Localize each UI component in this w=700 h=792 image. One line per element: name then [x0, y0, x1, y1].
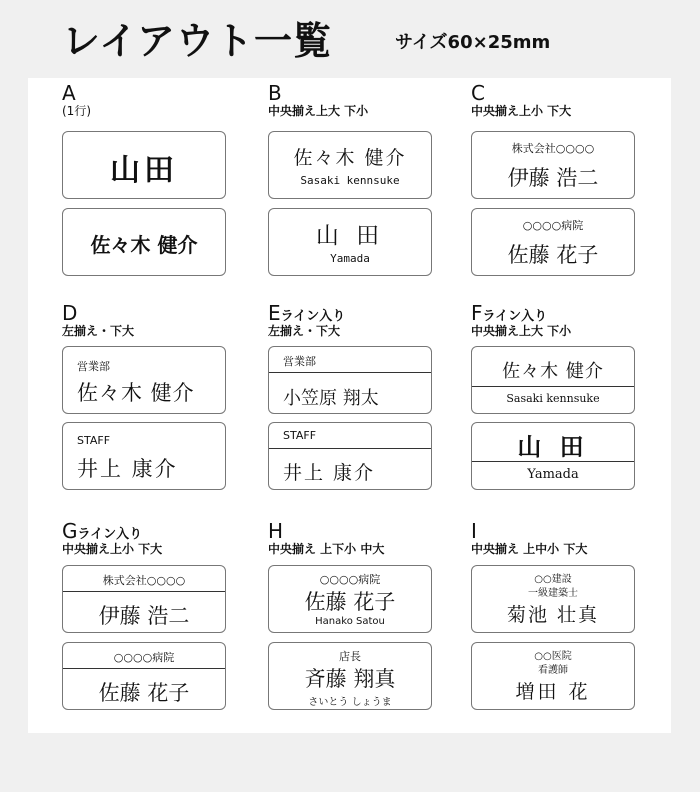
layout-g-plate-2[interactable]: [62, 642, 226, 710]
plate-divider-line: [472, 461, 634, 462]
plate-top-text: STAFF: [283, 429, 317, 442]
plate-top-text: 営業部: [77, 360, 110, 373]
plate-main-text: 佐々木 健介: [293, 147, 407, 169]
layout-g-header: [62, 520, 162, 557]
layout-b-header: [268, 82, 368, 119]
layout-d-letter: D: [62, 301, 78, 325]
layout-h-header: [268, 520, 384, 557]
layout-g-plate-1[interactable]: [62, 565, 226, 633]
layout-d-plate-1[interactable]: [62, 346, 226, 414]
plate-divider-line: [63, 591, 225, 592]
plate-main-text: 山 田: [517, 432, 589, 461]
plate-sub-text: Sasaki kennsuke: [506, 392, 600, 405]
plate-main-text: 小笠原 翔太: [283, 388, 379, 409]
layout-i-desc: 中央揃え 上中小 下大: [471, 542, 588, 556]
layout-h-letter: H: [268, 519, 284, 543]
plate-sub-text: さいとう しょうま: [308, 697, 392, 708]
plate-divider-line: [269, 448, 431, 449]
plate-main-text: 井上 康介: [283, 462, 376, 484]
plate-top-text: ○○○○病院: [319, 573, 381, 586]
layout-i-plate-1[interactable]: [471, 565, 635, 633]
plate-main-text: 増田 花: [515, 681, 591, 703]
layout-i-header: [471, 520, 587, 557]
size-label: サイズ60×25mm: [395, 32, 551, 53]
plate-mid-text: 看護師: [538, 665, 568, 676]
layout-e-line-label: ライン入り: [280, 309, 346, 324]
layout-g-line-label: ライン入り: [77, 527, 143, 542]
layout-e-letter: E: [268, 301, 281, 325]
layout-e-header: [268, 302, 345, 339]
plate-main-text: 佐々木 健介: [90, 233, 198, 257]
plate-divider-line: [63, 668, 225, 669]
plate-sub-text: Yamada: [527, 467, 579, 482]
plate-divider-line: [472, 386, 634, 387]
plate-top-text: ○○医院: [534, 651, 572, 662]
plate-main-text: 伊藤 浩二: [507, 166, 599, 190]
layout-g-desc: 中央揃え上小 下大: [62, 542, 163, 556]
layout-i-plate-2[interactable]: [471, 642, 635, 710]
layout-a-plate-1[interactable]: [62, 131, 226, 199]
layout-c-letter: C: [471, 81, 485, 105]
plate-main-text: 山田: [110, 153, 178, 188]
layout-g-letter: G: [62, 519, 78, 543]
layout-e-plate-1[interactable]: [268, 346, 432, 414]
page-title: レイアウト一覧: [62, 19, 332, 63]
plate-sub-text: Hanako Satou: [315, 616, 385, 627]
layout-i-letter: I: [471, 519, 477, 543]
plate-top-text: ○○○○病院: [113, 651, 175, 664]
layout-e-plate-2[interactable]: [268, 422, 432, 490]
plate-top-text: 店長: [339, 650, 361, 663]
plate-top-text: 株式会社○○○○: [511, 142, 595, 155]
layout-f-header: [471, 302, 571, 339]
layout-f-plate-2[interactable]: [471, 422, 635, 490]
plate-main-text: 井上 康介: [77, 457, 178, 481]
plate-main-text: 佐々木 健介: [77, 381, 195, 405]
layout-a-header: [62, 82, 91, 119]
plate-main-text: 佐々木 健介: [502, 361, 604, 382]
plate-mid-text: 一級建築士: [528, 588, 578, 599]
layout-h-plate-1[interactable]: [268, 565, 432, 633]
layout-c-plate-2[interactable]: [471, 208, 635, 276]
layout-a-letter: A: [62, 81, 76, 105]
layout-f-plate-1[interactable]: [471, 346, 635, 414]
layout-f-letter: F: [471, 301, 483, 325]
layout-a-note: (1行): [62, 104, 91, 118]
layout-b-letter: B: [268, 81, 282, 105]
plate-main-text: 佐藤 花子: [304, 590, 396, 614]
plate-main-text: 斉藤 翔真: [304, 667, 396, 691]
layout-a-plate-2[interactable]: [62, 208, 226, 276]
layout-h-plate-2[interactable]: [268, 642, 432, 710]
plate-top-text: 営業部: [283, 355, 316, 368]
plate-top-text: 株式会社○○○○: [102, 574, 186, 587]
layout-f-desc: 中央揃え上大 下小: [471, 324, 572, 338]
plate-main-text: 佐藤 花子: [507, 243, 599, 267]
plate-top-text: ○○○○病院: [522, 219, 584, 232]
plate-main-text: 菊池 壮真: [506, 604, 600, 626]
plate-sub-text: Yamada: [330, 252, 370, 265]
layout-panel: [28, 78, 671, 733]
layout-c-plate-1[interactable]: [471, 131, 635, 199]
plate-main-text: 山 田: [315, 223, 385, 249]
layout-h-desc: 中央揃え 上下小 中大: [268, 542, 385, 556]
layout-d-header: [62, 302, 134, 339]
layout-b-plate-1[interactable]: [268, 131, 432, 199]
layout-c-desc: 中央揃え上小 下大: [471, 104, 572, 118]
plate-top-text: ○○建設: [534, 574, 572, 585]
layout-b-plate-2[interactable]: [268, 208, 432, 276]
layout-d-plate-2[interactable]: [62, 422, 226, 490]
layout-c-header: [471, 82, 571, 119]
plate-divider-line: [269, 372, 431, 373]
layout-f-line-label: ライン入り: [482, 309, 548, 324]
plate-main-text: 佐藤 花子: [98, 681, 190, 705]
layout-e-desc: 左揃え・下大: [268, 324, 341, 338]
plate-sub-text: Sasaki kennsuke: [300, 174, 400, 187]
layout-b-desc: 中央揃え上大 下小: [268, 104, 369, 118]
layout-d-desc: 左揃え・下大: [62, 324, 135, 338]
plate-top-text: STAFF: [77, 434, 111, 447]
plate-main-text: 伊藤 浩二: [98, 604, 190, 628]
